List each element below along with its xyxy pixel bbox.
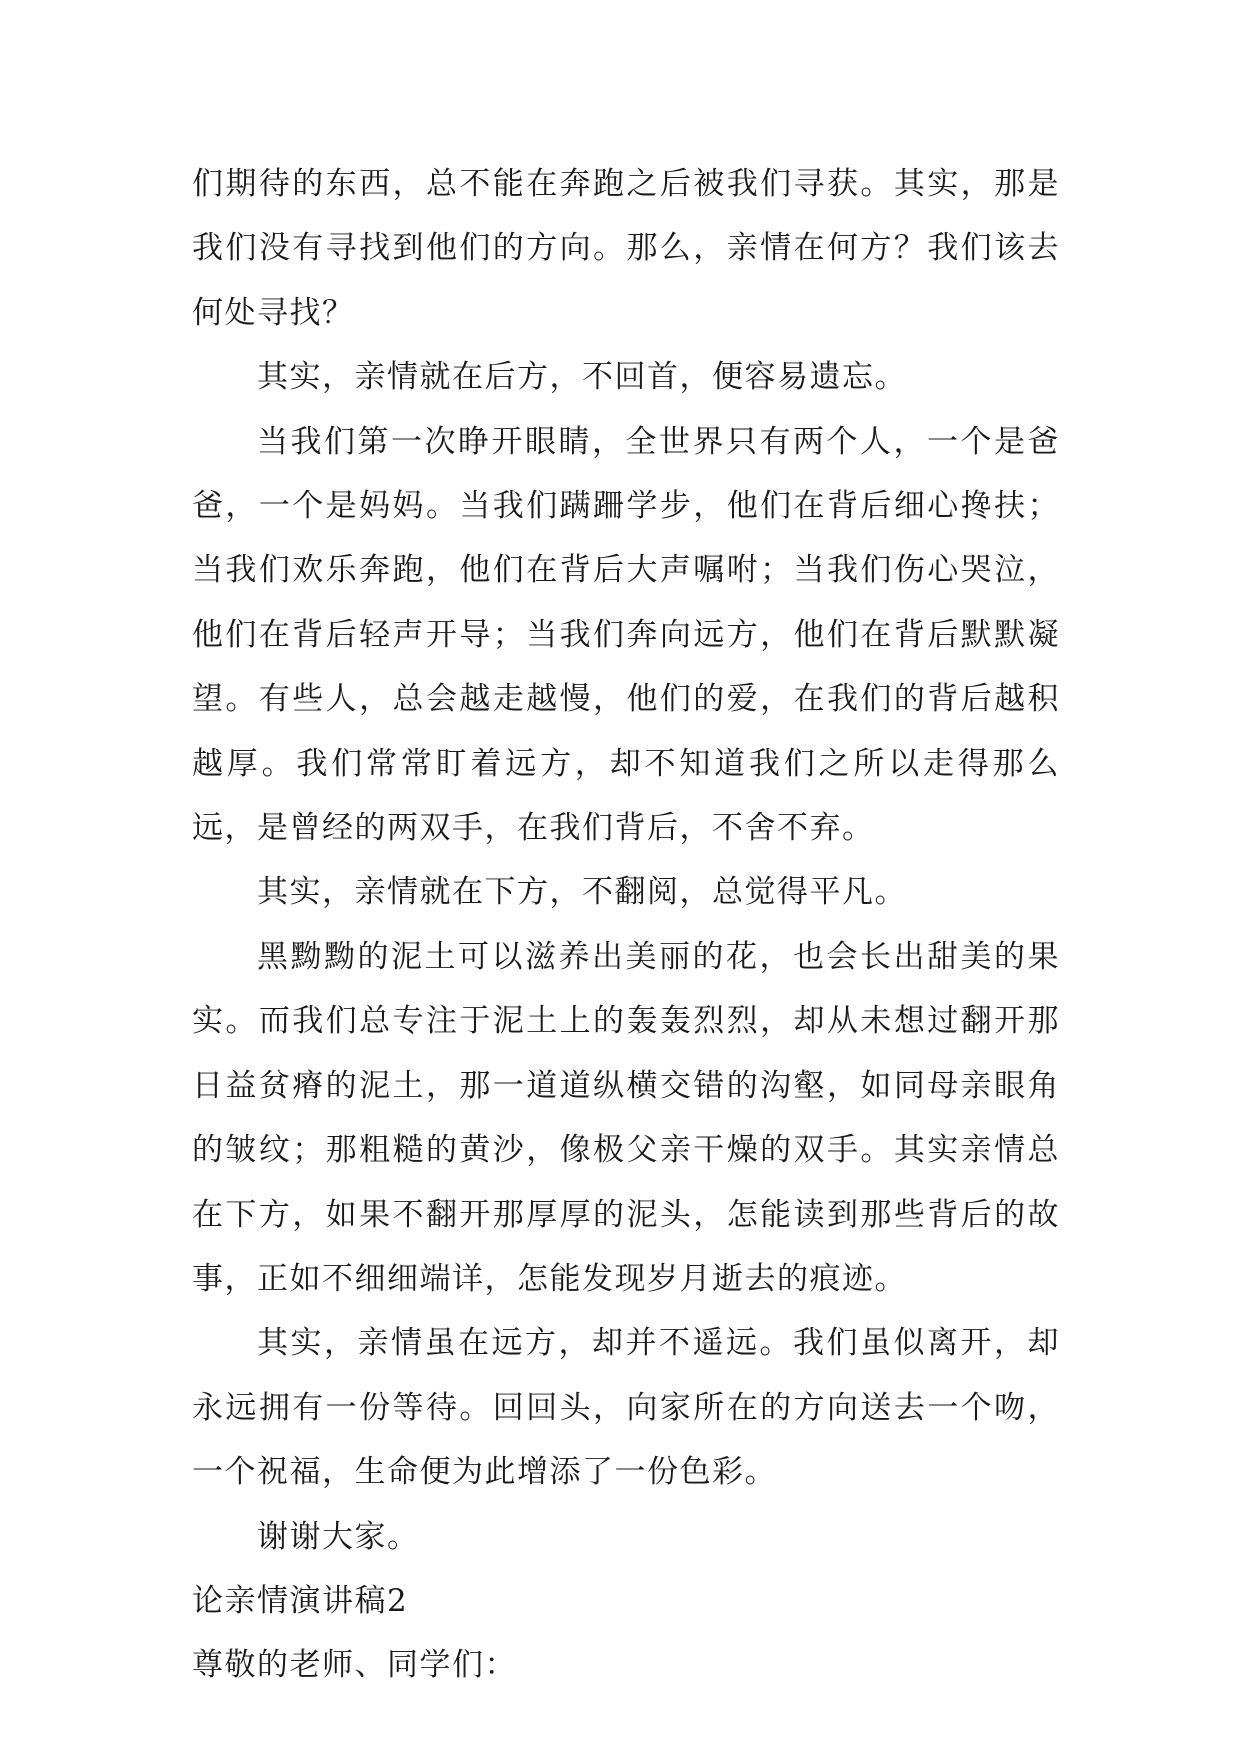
paragraph-4: 其实，亲情就在下方，不翻阅，总觉得平凡。 (257, 874, 907, 911)
document-body (192, 152, 1060, 1698)
salutation: 尊敬的老师、同学们： (192, 1647, 517, 1684)
section-heading: 论亲情演讲稿2 (192, 1582, 409, 1619)
paragraph-7: 谢谢大家。 (257, 1518, 420, 1555)
paragraph-5: 黑黝黝的泥土可以滋养出美丽的花，也会长出甜美的果实。而我们总专注于泥土上的轰轰烈烈，却从未想过翻开那日益贫瘠的泥土，那一道道纵横交错的沟壑，如同母亲眼角的皱纹；那粗糙的黄沙，像极父亲干燥的双手。其实亲情总在下方，如果不翻开那厚厚的泥头，怎能读到那些背后的故事，正如不细细端详，怎能发现岁月逝去的痕迹。 (192, 938, 1060, 1297)
paragraph-6: 其实，亲情虽在远方，却并不遥远。我们虽似离开，却永远拥有一份等待。回回头，向家所在的方向送去一个吻，一个祝福，生命便为此增添了一份色彩。 (192, 1325, 1060, 1491)
paragraph-1: 们期待的东西，总不能在奔跑之后被我们寻获。其实，那是我们没有寻找到他们的方向。那么，亲情在何方？我们该去何处寻找？ (192, 166, 1060, 331)
paragraph-2: 其实，亲情就在后方，不回首，便容易遗忘。 (257, 359, 907, 396)
paragraph-3: 当我们第一次睁开眼睛，全世界只有两个人，一个是爸爸，一个是妈妈。当我们蹒跚学步，他们在背后细心搀扶；当我们欢乐奔跑，他们在背后大声嘱咐；当我们伤心哭泣，他们在背后轻声开导；当我们奔向远方，他们在背后默默凝望。有些人，总会越走越慢，他们的爱，在我们的背后越积越厚。我们常常盯着远方，却不知道我们之所以走得那么远，是曾经的两双手，在我们背后，不舍不弃。 (192, 423, 1060, 847)
